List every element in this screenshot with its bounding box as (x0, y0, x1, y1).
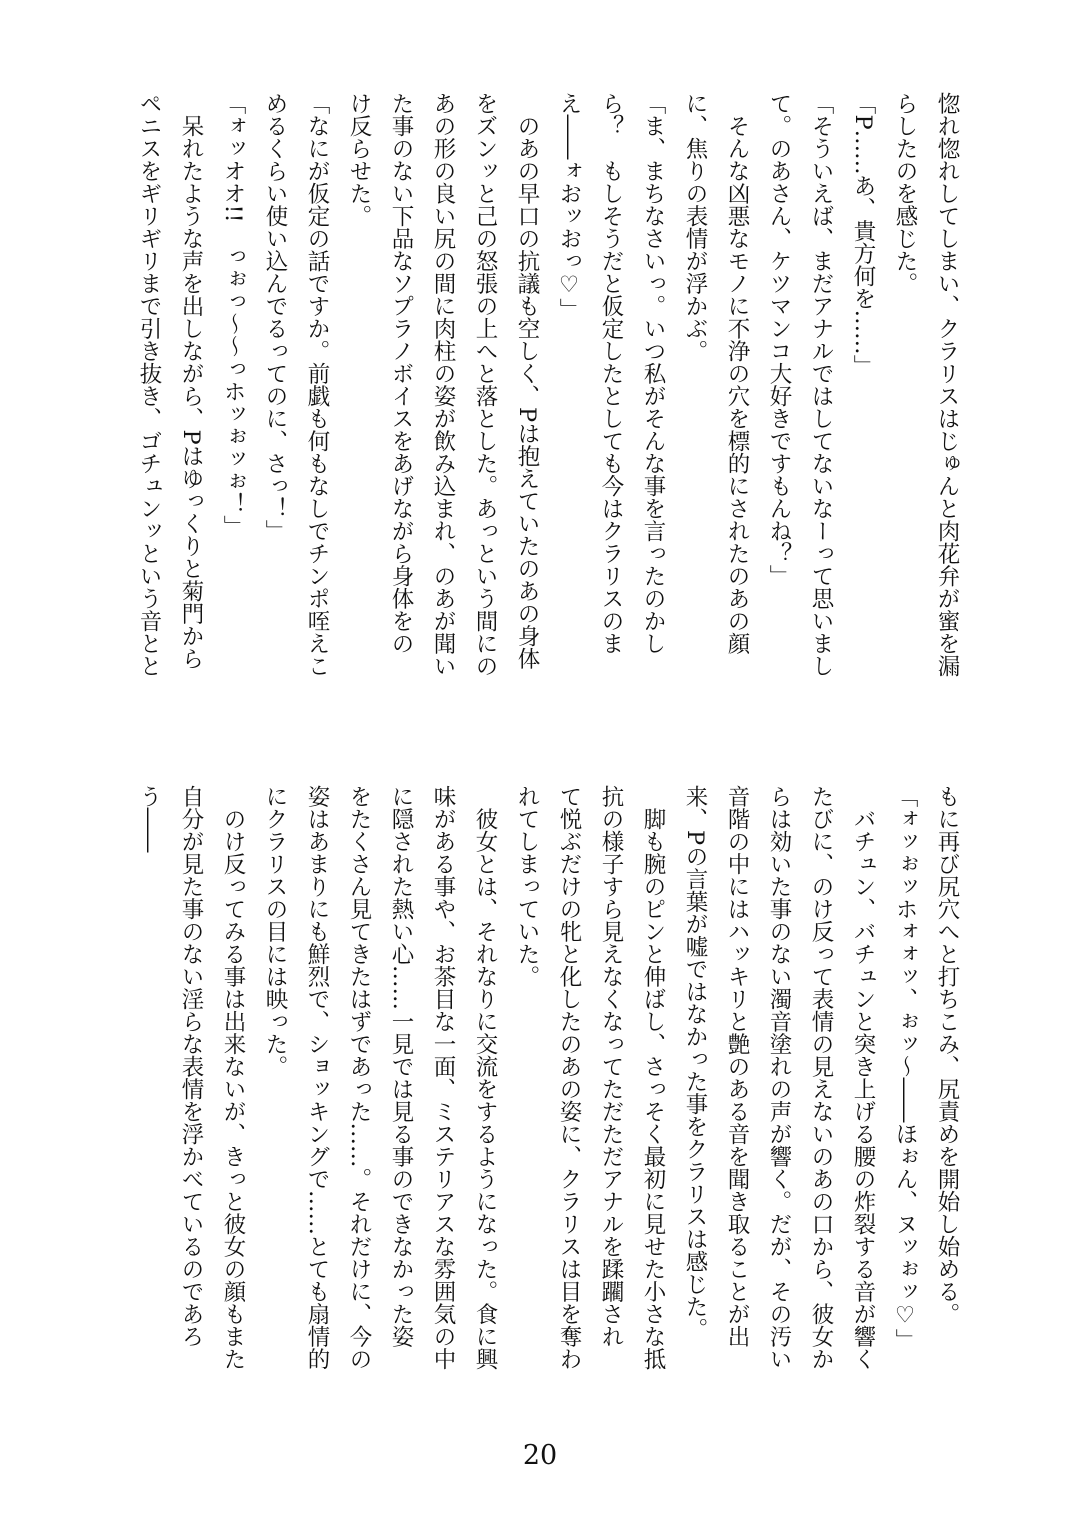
text-column: て。のあさん、ケツマンコ大好きですもんね？」 (766, 92, 792, 587)
text-column: バチュン、バチュンと突き上げる腰の炸裂する音が響く (850, 785, 876, 1370)
text-column: 「ォッオオ!! っぉっ～～っホッぉッぉ！」 (220, 92, 246, 538)
text-column: あの形の良い尻の間に肉柱の姿が飲み込まれ、のあが聞い (430, 92, 456, 677)
text-column: にクラリスの目には映った。 (262, 785, 288, 1078)
page-number: 20 (522, 1440, 558, 1471)
text-column: 「P……あ、貴方何を……」 (850, 92, 876, 378)
text-column: 抗の様子すら見えなくなってただただアナルを蹂躙され (598, 785, 624, 1348)
text-column: 脚も腕のピンと伸ばし、さっそく最初に見せた小さな抵 (640, 785, 666, 1370)
text-column: ら？ もしそうだと仮定したとしても今はクラリスのま (598, 92, 624, 655)
text-column: 自分が見た事のない淫らな表情を浮かべているのであろ (178, 785, 204, 1348)
text-column: らしたのを感じた。 (892, 92, 918, 295)
text-column: のけ反ってみる事は出来ないが、きっと彼女の顔もまた (220, 785, 246, 1370)
text-block-top (128, 92, 968, 720)
text-column: 惚れ惚れしてしまい、クラリスはじゅんと肉花弁が蜜を漏 (934, 92, 960, 677)
text-column: 味がある事や、お茶目な一面、ミステリアスな雰囲気の中 (430, 785, 456, 1370)
text-column: らは効いた事のない濁音塗れの声が響く。だが、その汚い (766, 785, 792, 1370)
text-column: に隠された熱い心……一見では見る事のできなかった姿 (388, 785, 414, 1348)
text-column: をズンッと己の怒張の上へと落とした。あっという間にの (472, 92, 498, 677)
text-column: たびに、のけ反って表情の見えないのあの口から、彼女か (808, 785, 834, 1370)
text-column: 彼女とは、それなりに交流をするようになった。食に興 (472, 785, 498, 1370)
text-block-bottom (128, 785, 968, 1413)
text-column: う―― (136, 785, 162, 853)
text-column: ペニスをギリギリまで引き抜き、ゴチュンッという音とと (136, 92, 162, 677)
text-column: もに再び尻穴へと打ちこみ、尻責めを開始し始める。 (934, 785, 960, 1325)
text-column: て悦ぶだけの牝と化したのあの姿に、クラリスは目を奪わ (556, 785, 582, 1370)
text-column: 「ォッぉッホォォッ、ぉッ～――ほぉん、ヌッぉッ♡」 (892, 785, 918, 1351)
text-column: 姿はあまりにも鮮烈で、ショッキングで……とても扇情的 (304, 785, 330, 1370)
text-column: をたくさん見てきたはずであった……。それだけに、今の (346, 785, 372, 1370)
text-column: れてしまっていた。 (514, 785, 540, 988)
text-column: 「なにが仮定の話ですか。前戯も何もなしでチンポ咥えこ (304, 92, 330, 677)
text-column: 呆れたような声を出しながら、Pはゆっくりと菊門から (178, 92, 204, 670)
text-column: 来、Pの言葉が嘘ではなかった事をクラリスは感じた。 (682, 785, 708, 1341)
text-column: めるくらい使い込んでるってのに、さっ！」 (262, 92, 288, 542)
text-column: た事のない下品なソプラノボイスをあげながら身体をの (388, 92, 414, 655)
text-column: 音階の中にはハッキリと艶のある音を聞き取ることが出 (724, 785, 750, 1348)
text-column: け反らせた。 (346, 92, 372, 227)
text-column: そんな凶悪なモノに不浄の穴を標的にされたのあの顔 (724, 92, 750, 655)
text-column: に、焦りの表情が浮かぶ。 (682, 92, 708, 362)
text-column: のあの早口の抗議も空しく、Pは抱えていたのあの身体 (514, 92, 540, 670)
text-column: 「そういえば、まだアナルではしてないなーって思いまし (808, 92, 834, 677)
text-column: え――ォおッおっ♡」 (556, 92, 582, 321)
text-column: 「ま、まちなさいっ。いつ私がそんな事を言ったのかし (640, 92, 666, 655)
